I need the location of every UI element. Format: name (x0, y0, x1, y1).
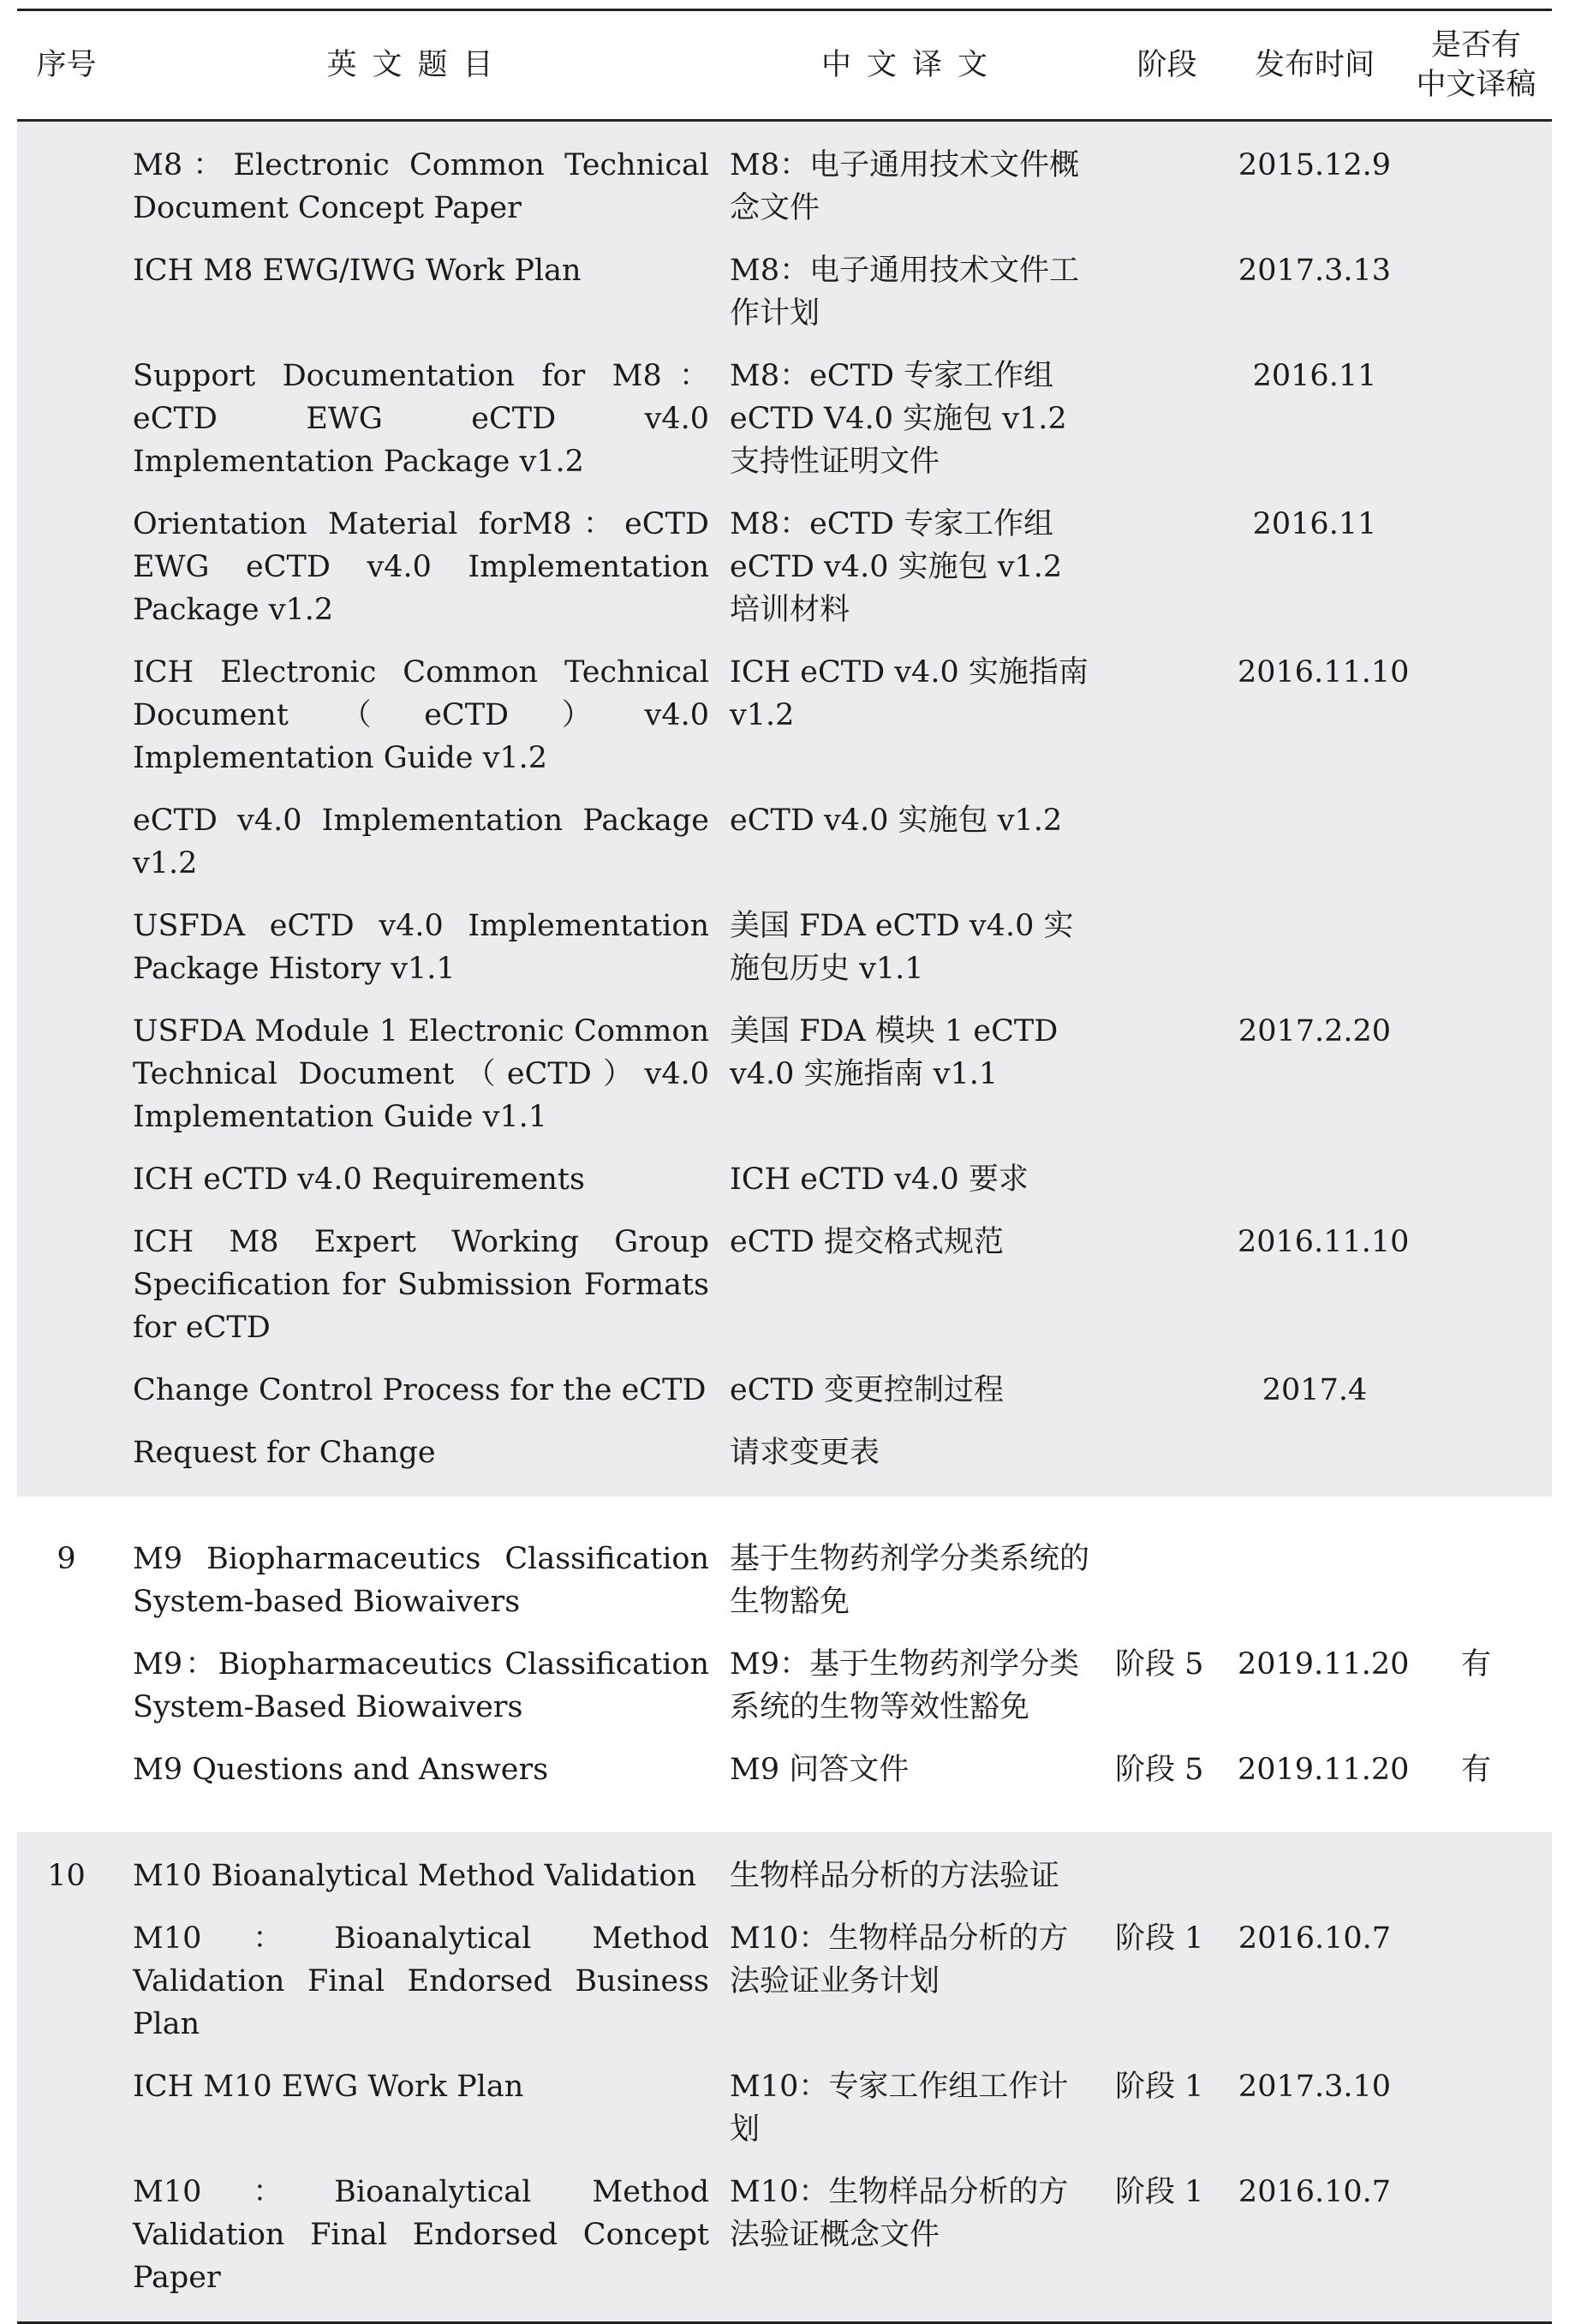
publish-date (1229, 1515, 1400, 1636)
row-number (17, 1910, 116, 2058)
english-title: M8：Electronic Common Technical Document Concept Paper (116, 121, 719, 243)
english-title: M10：Bioanalytical Method Validation Final Endorsed Business Plan (116, 1910, 719, 2058)
has-translation (1400, 898, 1552, 1003)
publish-date: 2019.11.20 (1238, 1753, 1410, 1787)
has-translation (1400, 2058, 1552, 2164)
row-number (17, 1003, 116, 1151)
stage (1105, 242, 1229, 348)
english-title: USFDA eCTD v4.0 Implementation Package History v1.1 (116, 898, 719, 1003)
table-body (17, 121, 1552, 2323)
row-number: 10 (17, 1832, 116, 1910)
publish-date: 2016.11 (1229, 348, 1400, 496)
group-separator (17, 1497, 1552, 1515)
row-number (17, 1742, 116, 1813)
english-title: ICH eCTD v4.0 Requirements (116, 1151, 719, 1214)
publish-date (1229, 1425, 1400, 1497)
english-title: ICH M8 EWG/IWG Work Plan (116, 242, 719, 348)
chinese-title: M8：电子通用技术文件工作计划 (719, 242, 1105, 348)
table-row (17, 1003, 1552, 1151)
has-translation (1400, 2164, 1552, 2323)
table-row (17, 792, 1552, 898)
has-translation (1400, 1362, 1552, 1425)
publish-date (1229, 1151, 1400, 1214)
row-number: 9 (57, 1542, 76, 1576)
stage (1105, 1151, 1229, 1214)
table-row (17, 1832, 1552, 1910)
english-title: ICH M8 Expert Working Group Specification for Submission Formats for eCTD (116, 1214, 719, 1362)
stage (1105, 1425, 1229, 1497)
group-separator (17, 1813, 1552, 1832)
table-row (17, 1910, 1552, 2058)
stage (1105, 1832, 1229, 1910)
table-header (17, 10, 1552, 121)
has-translation (1400, 644, 1552, 792)
chinese-title: eCTD v4.0 实施包 v1.2 (719, 792, 1105, 898)
has-translation (1400, 1832, 1552, 1910)
has-translation (1400, 348, 1552, 496)
chinese-title: M9 问答文件 (730, 1753, 910, 1787)
row-number (17, 496, 116, 644)
has-translation (1400, 242, 1552, 348)
chinese-title: eCTD 提交格式规范 (719, 1214, 1105, 1362)
publish-date: 2019.11.20 (1238, 1647, 1410, 1682)
chinese-title: 请求变更表 (719, 1425, 1105, 1497)
table-row (17, 1362, 1552, 1425)
chinese-title: 美国 FDA eCTD v4.0 实施包历史 v1.1 (719, 898, 1105, 1003)
publish-date: 2015.12.9 (1229, 121, 1400, 243)
stage: 阶段 5 (1115, 1753, 1204, 1787)
row-number (17, 1425, 116, 1497)
row-number (17, 1214, 116, 1362)
table-row (17, 1214, 1552, 1362)
chinese-title: M10：专家工作组工作计划 (719, 2058, 1105, 2164)
header-no: 序号 (17, 10, 116, 121)
stage (1105, 1515, 1229, 1636)
english-title: M9 Biopharmaceutics Classification System-based Biowaivers (133, 1542, 709, 1619)
has-translation (1400, 1425, 1552, 1497)
row-number (17, 792, 116, 898)
row-number (17, 1151, 116, 1214)
has-translation (1400, 1151, 1552, 1214)
chinese-title: M8：eCTD 专家工作组 eCTD v4.0 实施包 v1.2 培训材料 (719, 496, 1105, 644)
table-row (17, 1515, 1552, 1636)
header-stage: 阶段 (1105, 10, 1229, 121)
publish-date: 2016.11.10 (1229, 1214, 1400, 1362)
header-chinese-title: 中文译文 (719, 10, 1105, 121)
publish-date (1229, 792, 1400, 898)
row-number (17, 2058, 116, 2164)
english-title: USFDA Module 1 Electronic Common Technical Document（eCTD）v4.0 Implementation Guide v1.1 (116, 1003, 719, 1151)
publish-date (1229, 898, 1400, 1003)
chinese-title: 生物样品分析的方法验证 (719, 1832, 1105, 1910)
table-row (17, 1636, 1552, 1742)
table-row (17, 496, 1552, 644)
publish-date (1229, 1832, 1400, 1910)
english-title: M10：Bioanalytical Method Validation Final Endorsed Concept Paper (116, 2164, 719, 2323)
header-has-translation-line1: 是否有 (1430, 28, 1521, 63)
english-title: eCTD v4.0 Implementation Package v1.2 (116, 792, 719, 898)
table-row (17, 348, 1552, 496)
table-row (17, 1425, 1552, 1497)
table-row (17, 121, 1552, 243)
ich-guideline-table (17, 9, 1552, 2324)
stage: 阶段 1 (1105, 2164, 1229, 2323)
has-translation (1400, 1214, 1552, 1362)
stage (1105, 1214, 1229, 1362)
english-title: Request for Change (116, 1425, 719, 1497)
chinese-title: 美国 FDA 模块 1 eCTD v4.0 实施指南 v1.1 (719, 1003, 1105, 1151)
has-translation (1400, 496, 1552, 644)
chinese-title: M10：生物样品分析的方法验证概念文件 (719, 2164, 1105, 2323)
stage (1105, 792, 1229, 898)
publish-date: 2016.10.7 (1229, 2164, 1400, 2323)
header-has-translation-line2: 中文译稿 (1416, 68, 1536, 102)
publish-date: 2016.11.10 (1229, 644, 1400, 792)
header-has-translation (1400, 10, 1552, 121)
stage: 阶段 1 (1105, 1910, 1229, 2058)
has-translation (1400, 1515, 1552, 1636)
row-number (17, 644, 116, 792)
english-title: M9：Biopharmaceutics Classification System-Based Biowaivers (133, 1647, 709, 1724)
table-row (17, 2058, 1552, 2164)
row-number (17, 242, 116, 348)
chinese-title: ICH eCTD v4.0 实施指南 v1.2 (719, 644, 1105, 792)
header-english-title: 英文题目 (116, 10, 719, 121)
publish-date: 2017.3.10 (1229, 2058, 1400, 2164)
chinese-title: M8：电子通用技术文件概念文件 (719, 121, 1105, 243)
header-publish-date: 发布时间 (1229, 10, 1400, 121)
has-translation (1400, 1910, 1552, 2058)
row-number (17, 2164, 116, 2323)
table-row (17, 1151, 1552, 1214)
stage: 阶段 5 (1115, 1647, 1204, 1682)
row-number (17, 121, 116, 243)
english-title: Orientation Material forM8：eCTD EWG eCTD v4.0 Implementation Package v1.2 (116, 496, 719, 644)
row-number (17, 1362, 116, 1425)
row-number (17, 898, 116, 1003)
chinese-title: M9：基于生物药剂学分类系统的生物等效性豁免 (730, 1647, 1080, 1724)
stage (1105, 1003, 1229, 1151)
table-row (17, 242, 1552, 348)
stage (1105, 496, 1229, 644)
has-translation: 有 (1460, 1647, 1491, 1682)
publish-date: 2017.3.13 (1229, 242, 1400, 348)
stage (1105, 898, 1229, 1003)
publish-date: 2017.2.20 (1229, 1003, 1400, 1151)
has-translation (1400, 792, 1552, 898)
chinese-title: 基于生物药剂学分类系统的生物豁免 (730, 1542, 1090, 1619)
chinese-title: ICH eCTD v4.0 要求 (719, 1151, 1105, 1214)
english-title: Change Control Process for the eCTD (116, 1362, 719, 1425)
table-row (17, 898, 1552, 1003)
table-row (17, 1742, 1552, 1813)
chinese-title: eCTD 变更控制过程 (719, 1362, 1105, 1425)
has-translation (1400, 1003, 1552, 1151)
stage: 阶段 1 (1105, 2058, 1229, 2164)
stage (1105, 121, 1229, 243)
table-row (17, 644, 1552, 792)
chinese-title: M10：生物样品分析的方法验证业务计划 (719, 1910, 1105, 2058)
english-title: M10 Bioanalytical Method Validation (116, 1832, 719, 1910)
has-translation: 有 (1460, 1753, 1491, 1787)
row-number (17, 348, 116, 496)
publish-date: 2016.11 (1229, 496, 1400, 644)
stage (1105, 348, 1229, 496)
row-number (17, 1636, 116, 1742)
english-title: ICH M10 EWG Work Plan (116, 2058, 719, 2164)
chinese-title: M8：eCTD 专家工作组 eCTD V4.0 实施包 v1.2 支持性证明文件 (719, 348, 1105, 496)
stage (1105, 1362, 1229, 1425)
english-title: ICH Electronic Common Technical Document（eCTD）v4.0 Implementation Guide v1.2 (116, 644, 719, 792)
english-title: Support Documentation for M8：eCTD EWG eCTD v4.0 Implementation Package v1.2 (116, 348, 719, 496)
table-row (17, 2164, 1552, 2323)
has-translation (1400, 121, 1552, 243)
publish-date: 2016.10.7 (1229, 1910, 1400, 2058)
english-title: M9 Questions and Answers (133, 1753, 549, 1787)
publish-date: 2017.4 (1229, 1362, 1400, 1425)
stage (1105, 644, 1229, 792)
